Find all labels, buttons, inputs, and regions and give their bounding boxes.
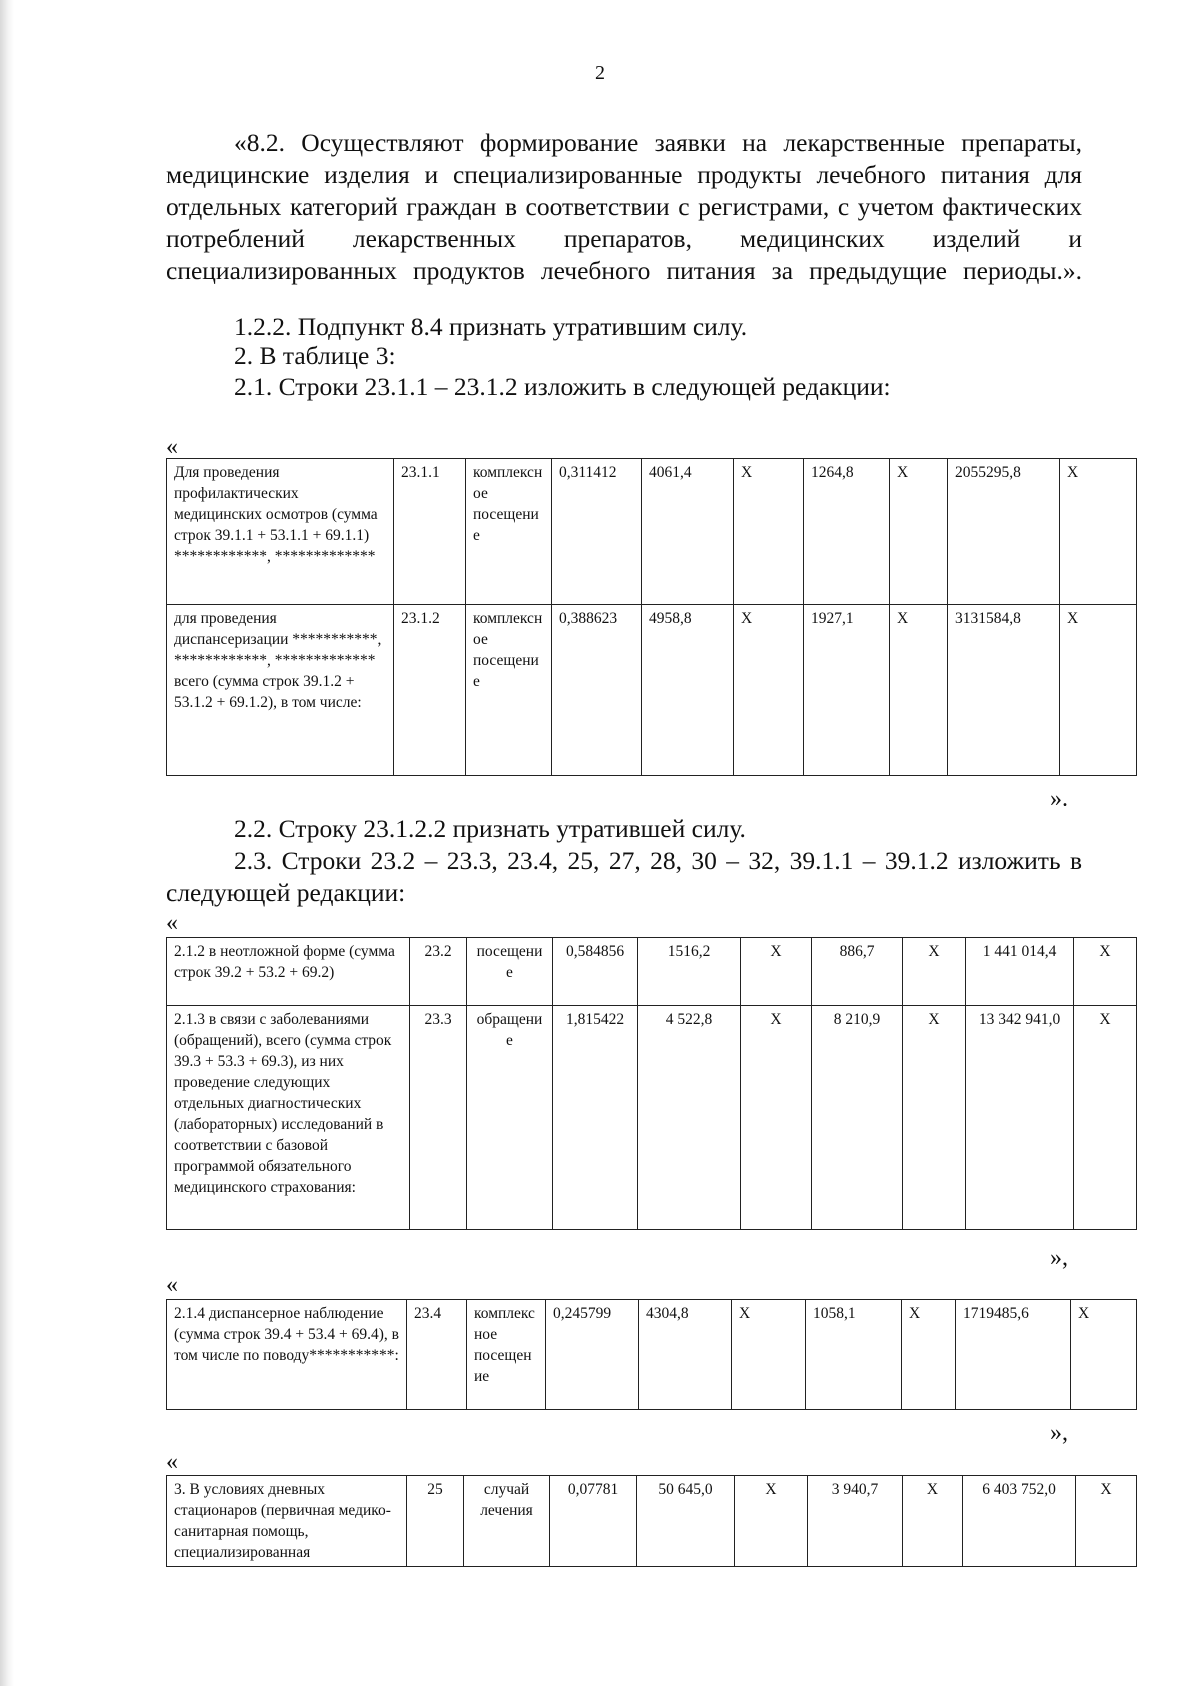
row-value-5: Х [890, 605, 948, 776]
row-value-6: 1719485,6 [956, 1300, 1071, 1410]
paragraph-2-1: 2.1. Строки 23.1.1 – 23.1.2 изложить в следующей редакции: [234, 372, 891, 401]
row-value-1: 0,07781 [550, 1476, 637, 1567]
table-row [167, 1476, 1137, 1567]
row-unit: комплексное посещение [466, 605, 552, 776]
table1-open-quote: « [166, 434, 178, 460]
table-row [167, 938, 1137, 1006]
table2-close-quote: », [1050, 1245, 1068, 1271]
row-code: 23.1.2 [394, 605, 466, 776]
row-value-2: 4 522,8 [638, 1006, 741, 1230]
row-value-3: Х [732, 1300, 806, 1410]
scan-edge-shadow [0, 0, 14, 1686]
table-rows-23-2-23-3 [166, 937, 1137, 1230]
row-value-3: Х [734, 459, 804, 605]
row-value-4: 3 940,7 [808, 1476, 903, 1567]
row-code: 25 [407, 1476, 464, 1567]
row-value-2: 50 645,0 [637, 1476, 735, 1567]
row-value-5: Х [903, 1006, 966, 1230]
row-value-6: 6 403 752,0 [963, 1476, 1076, 1567]
row-value-3: Х [735, 1476, 808, 1567]
table3-open-quote: « [166, 1272, 178, 1298]
paragraph-8-2: «8.2. Осуществляют формирование заявки на лекарственные препараты, медицинские изделия и специализированные продукты лечебного питания для отдельных категорий граждан в соответствии с регистрами, с учетом фактических потреблений лекарственных препаратов, медицинских изделий и специализированных продуктов лечебного питания за предыдущие периоды.». [166, 128, 1082, 285]
row-value-1: 0,584856 [553, 938, 638, 1006]
row-value-6: 1 441 014,4 [966, 938, 1074, 1006]
row-value-5: Х [890, 459, 948, 605]
row-name: Для проведения профилактических медицинских осмотров (сумма строк 39.1.1 + 53.1.1 + 69.1.1) ************, ************* [167, 459, 394, 605]
row-value-3: Х [741, 1006, 812, 1230]
row-value-4: 1058,1 [806, 1300, 902, 1410]
row-value-3: Х [741, 938, 812, 1006]
row-value-1: 0,311412 [552, 459, 642, 605]
row-name: 2.1.3 в связи с заболеваниями (обращений), всего (сумма строк 39.3 + 53.3 + 69.3), из них проведение следующих отдельных диагностических (лабораторных) исследований в соответствии с базовой программой обязательного медицинского страхования: [167, 1006, 410, 1230]
row-value-4: 1264,8 [804, 459, 890, 605]
table-row-25 [166, 1475, 1137, 1567]
row-value-1: 1,815422 [553, 1006, 638, 1230]
row-value-6: 3131584,8 [948, 605, 1060, 776]
row-unit: комплексное посещение [467, 1300, 546, 1410]
table4-open-quote: « [166, 1449, 178, 1475]
row-value-2: 1516,2 [638, 938, 741, 1006]
paragraph-2-3: 2.3. Строки 23.2 – 23.3, 23.4, 25, 27, 28, 30 – 32, 39.1.1 – 39.1.2 изложить в следующей редакции: [166, 846, 1082, 907]
row-value-3: Х [734, 605, 804, 776]
table-row [167, 1006, 1137, 1230]
row-value-5: Х [903, 938, 966, 1006]
paragraph-2: 2. В таблице 3: [234, 341, 396, 370]
row-value-7: Х [1076, 1476, 1137, 1567]
row-name: 2.1.2 в неотложной форме (сумма строк 39.2 + 53.2 + 69.2) [167, 938, 410, 1006]
row-value-7: Х [1071, 1300, 1137, 1410]
paragraph-2-2: 2.2. Строку 23.1.2.2 признать утратившей силу. [234, 814, 746, 843]
table-row [167, 1300, 1137, 1410]
row-code: 23.2 [410, 938, 467, 1006]
row-value-1: 0,245799 [546, 1300, 639, 1410]
table-rows-23-1 [166, 458, 1137, 776]
row-value-4: 8 210,9 [812, 1006, 903, 1230]
row-value-2: 4304,8 [639, 1300, 732, 1410]
row-name: для проведения диспансеризации ***********, ************, ************* всего (сумма строк 39.1.2 + 53.1.2 + 69.1.2), в том числе: [167, 605, 394, 776]
table3-close-quote: », [1050, 1420, 1068, 1446]
row-value-7: Х [1074, 1006, 1137, 1230]
page-number: 2 [595, 62, 605, 84]
row-value-2: 4061,4 [642, 459, 734, 605]
row-value-5: Х [902, 1300, 956, 1410]
row-value-6: 13 342 941,0 [966, 1006, 1074, 1230]
row-code: 23.4 [407, 1300, 467, 1410]
row-value-5: Х [903, 1476, 963, 1567]
row-unit: случай лечения [464, 1476, 550, 1567]
table-row-23-4 [166, 1299, 1137, 1410]
row-unit: комплексное посещение [466, 459, 552, 605]
row-code: 23.1.1 [394, 459, 466, 605]
table-row [167, 459, 1137, 605]
row-unit: посещение [467, 938, 553, 1006]
row-code: 23.3 [410, 1006, 467, 1230]
row-value-7: Х [1060, 605, 1137, 776]
paragraph-1-2-2: 1.2.2. Подпункт 8.4 признать утратившим силу. [234, 312, 748, 341]
row-value-7: Х [1074, 938, 1137, 1006]
table1-close-quote: ». [1050, 786, 1068, 812]
row-name: 2.1.4 диспансерное наблюдение (сумма строк 39.4 + 53.4 + 69.4), в том числе по поводу***********: [167, 1300, 407, 1410]
row-unit: обращение [467, 1006, 553, 1230]
table2-open-quote: « [166, 910, 178, 936]
row-value-7: Х [1060, 459, 1137, 605]
row-value-6: 2055295,8 [948, 459, 1060, 605]
row-value-2: 4958,8 [642, 605, 734, 776]
row-value-1: 0,388623 [552, 605, 642, 776]
table-row [167, 605, 1137, 776]
row-value-4: 886,7 [812, 938, 903, 1006]
row-name: 3. В условиях дневных стационаров (первичная медико-санитарная помощь, специализированная [167, 1476, 407, 1567]
row-value-4: 1927,1 [804, 605, 890, 776]
